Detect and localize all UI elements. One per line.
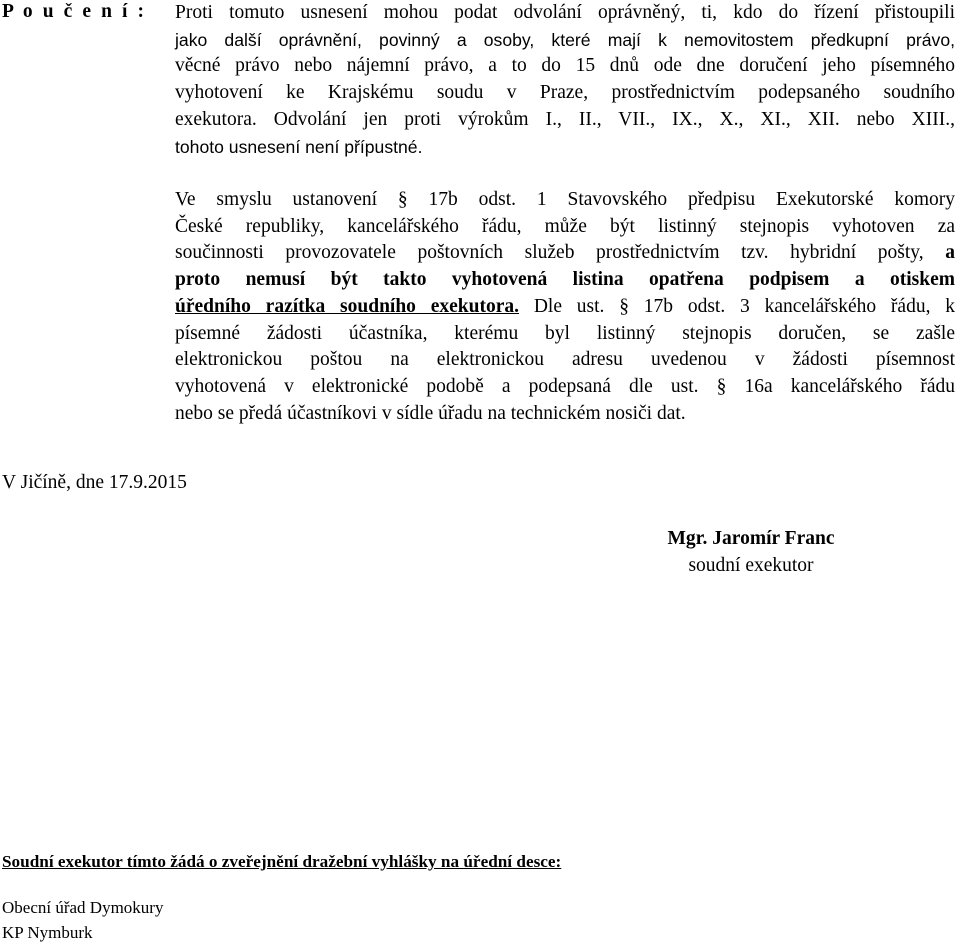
paragraph-line: vyhotovení ke Krajskému soudu v Praze, prostřednictvím podepsaného soudního: [175, 82, 955, 104]
place-and-date: V Jičíně, dne 17.9.2015: [2, 472, 187, 493]
paragraph-line: exekutora. Odvolání jen proti výrokům I., II., VII., IX., X., XI., XII. nebo XIII.,: [175, 108, 955, 130]
paragraph-text: součinnosti provozovatele poštovních služeb prostřednictvím tzv. hybridní pošty,: [175, 242, 924, 264]
paragraph-line: nebo se předá účastníkovi v sídle úřadu na technickém nosiči dat.: [175, 402, 686, 424]
paragraph-line: [175, 294, 955, 321]
signatory-name: Mgr. Jaromír Franc: [667, 528, 835, 549]
paragraph-line: Proti tomuto usnesení mohou podat odvolání oprávněný, ti, kdo do řízení přistoupili: [175, 2, 955, 23]
paragraph-line: [175, 240, 955, 267]
paragraph-line: České republiky, kancelářského řádu, může být listinný stejnopis vyhotoven za: [175, 215, 955, 237]
signatory-title: soudní exekutor: [688, 555, 814, 576]
paragraph-text: Dle ust. § 17b odst. 3 kancelářského řádu, k: [533, 295, 956, 317]
publication-request: Soudní exekutor tímto žádá o zveřejnění dražební vyhlášky na úřední desce:: [2, 852, 562, 871]
paragraph-line: tohoto usnesení není přípustné.: [175, 136, 423, 157]
bold-underlined-text: úředního razítka soudního exekutora.: [175, 295, 520, 317]
paragraph-line: vyhotovená v elektronické podobě a podepsaná dle ust. § 16a kancelářského řádu: [175, 375, 955, 397]
paragraph-line: jako další oprávnění, povinný a osoby, které mají k nemovitostem předkupní právo,: [175, 29, 955, 50]
notice-label: P o u č e n í :: [2, 1, 147, 22]
paragraph-line: Ve smyslu ustanovení § 17b odst. 1 Stavovského předpisu Exekutorské komory: [175, 189, 955, 210]
hybrid-mail-paragraph: [175, 187, 955, 427]
paragraph-line: písemné žádosti účastníka, kterému byl listinný stejnopis doručen, se zašle: [175, 322, 955, 344]
paragraph-line: elektronickou poštou na elektronickou adresu uvedenou v žádosti písemnost: [175, 349, 955, 371]
recipient-item: KP Nymburk: [2, 923, 93, 942]
bold-paragraph-line: proto nemusí být takto vyhotovená listina opatřena podpisem a otiskem: [175, 269, 955, 291]
appeal-instructions-paragraph: [175, 0, 955, 160]
paragraph-line: věcné právo nebo nájemní právo, a to do 15 dnů ode dne doručení jeho písemného: [175, 55, 955, 77]
recipient-item: Obecní úřad Dymokury: [2, 898, 164, 917]
bold-text: a: [945, 242, 956, 264]
